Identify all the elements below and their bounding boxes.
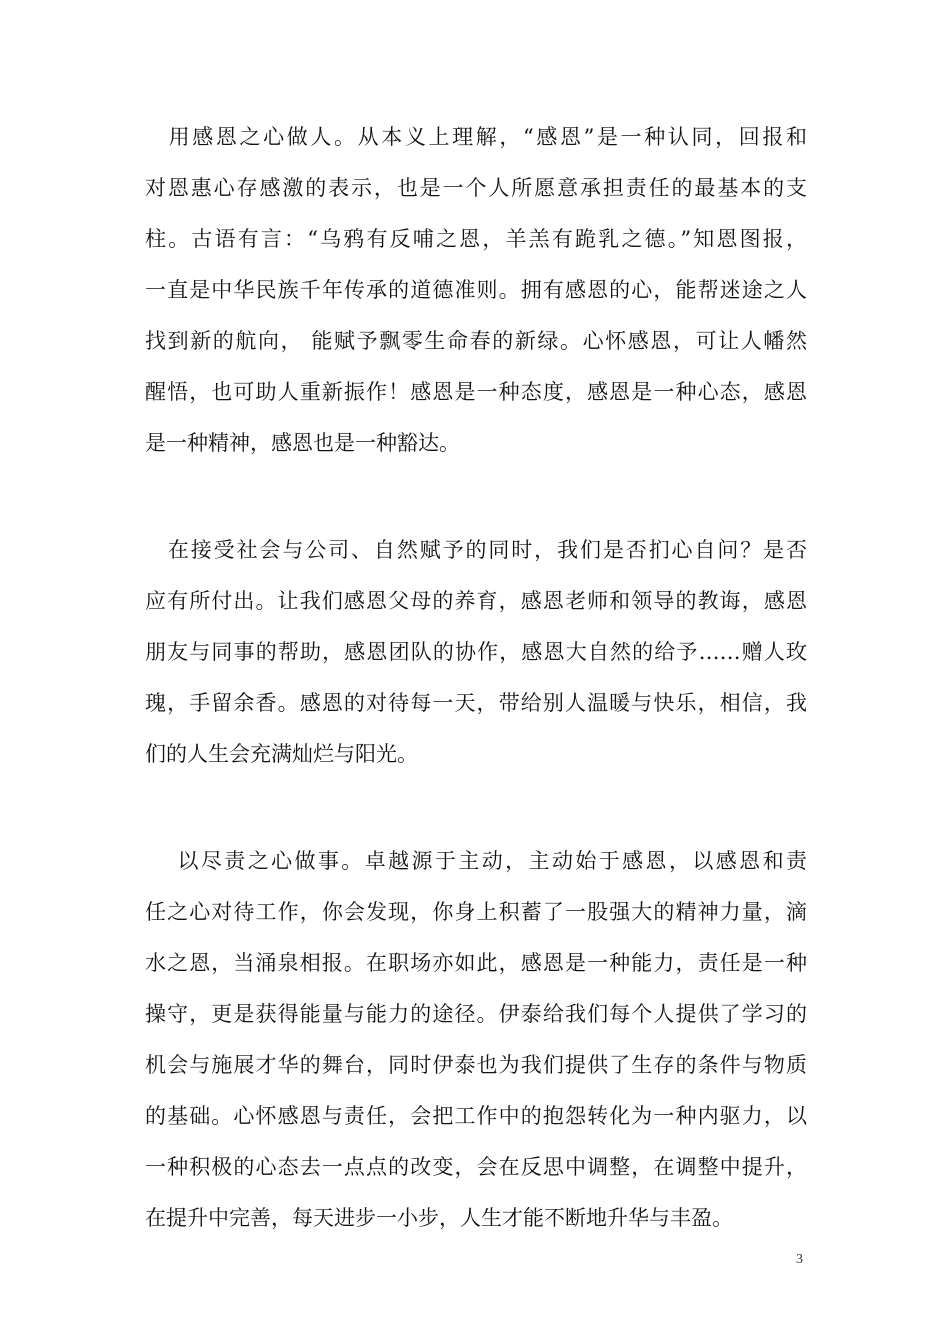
paragraph-gap (145, 469, 807, 525)
text-line: 们的人生会充满灿烂与阳光。 (145, 742, 418, 766)
text-line: 在提升中完善，每天进步一小步，人生才能不断地升华与丰盈。 (145, 1206, 733, 1230)
text-line: 一直是中华民族千年传承的道德准则。拥有感恩的心，能帮迷途之人 (145, 278, 807, 302)
text-line: 以尽责之心做事。卓越源于主动，主动始于感恩，以感恩和责 (145, 849, 807, 873)
paragraph (145, 836, 807, 1244)
text-line: 水之恩，当涌泉相报。在职场亦如此，感恩是一种能力，责任是一种 (145, 951, 807, 975)
page-number: 3 (796, 1252, 803, 1267)
text-line: 在接受社会与公司、自然赋予的同时，我们是否扪心自问？是否 (145, 538, 807, 562)
text-line: 柱。古语有言：“乌鸦有反哺之恩，羊羔有跪乳之德。”知恩图报， (145, 227, 807, 251)
text-line: 任之心对待工作，你会发现，你身上积蓄了一股强大的精神力量，滴 (145, 900, 807, 924)
text-line: 应有所付出。让我们感恩父母的养育，感恩老师和领导的教诲，感恩 (145, 589, 807, 613)
text-line: 的基础。心怀感恩与责任，会把工作中的抱怨转化为一种内驱力，以 (145, 1104, 807, 1128)
document-body (145, 112, 807, 1244)
text-line: 瑰，手留余香。感恩的对待每一天，带给别人温暖与快乐，相信，我 (145, 691, 807, 715)
paragraph (145, 112, 807, 469)
paragraph-gap (145, 780, 807, 836)
text-line: 操守，更是获得能量与能力的途径。伊泰给我们每个人提供了学习的 (145, 1002, 807, 1026)
text-line: 机会与施展才华的舞台，同时伊泰也为我们提供了生存的条件与物质 (145, 1053, 807, 1077)
text-line: 醒悟，也可助人重新振作！感恩是一种态度，感恩是一种心态，感恩 (145, 380, 807, 404)
paragraph (145, 525, 807, 780)
text-line: 用感恩之心做人。从本义上理解，“感恩”是一种认同，回报和 (145, 125, 807, 149)
text-line: 一种积极的心态去一点点的改变，会在反思中调整，在调整中提升， (145, 1155, 807, 1179)
text-line: 是一种精神，感恩也是一种豁达。 (145, 431, 460, 455)
text-line: 朋友与同事的帮助，感恩团队的协作，感恩大自然的给予……赠人玫 (145, 640, 807, 664)
text-line: 对恩惠心存感激的表示，也是一个人所愿意承担责任的最基本的支 (145, 176, 807, 200)
text-line: 找到新的航向， 能赋予飘零生命春的新绿。心怀感恩，可让人幡然 (145, 329, 807, 353)
